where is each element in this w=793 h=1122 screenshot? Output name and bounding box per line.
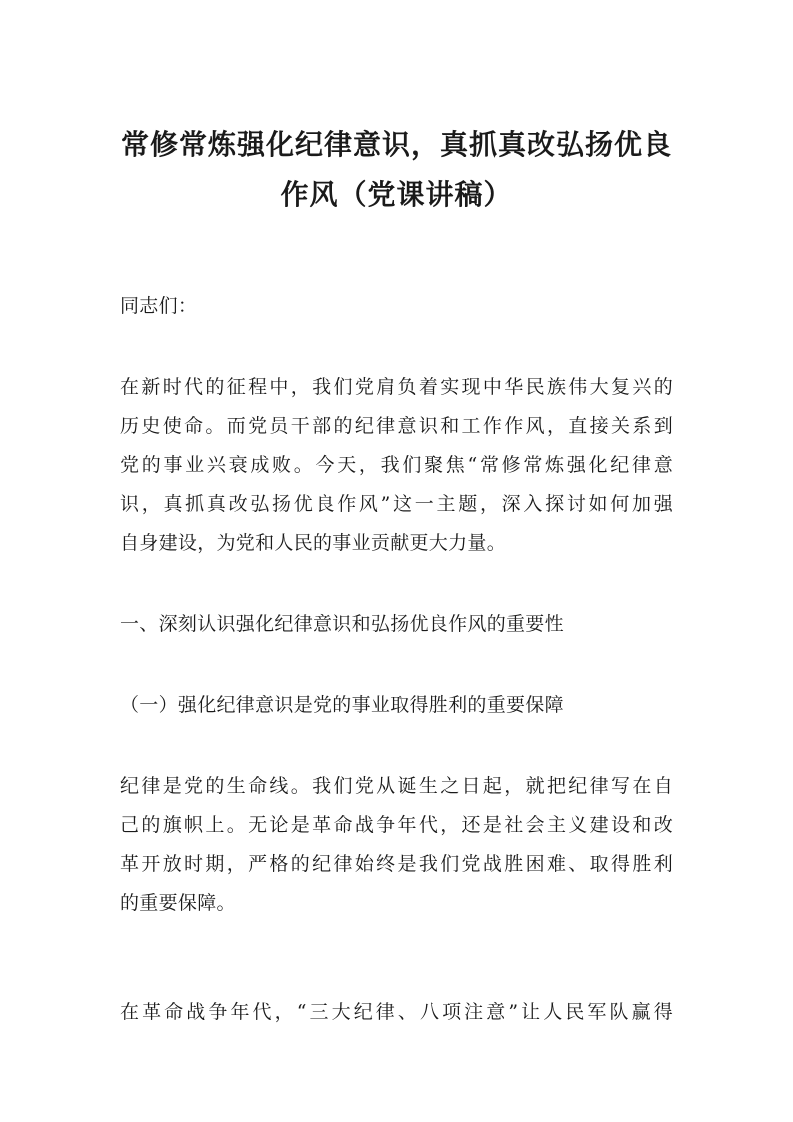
- para1-line-4: 的重要保障。: [120, 892, 236, 914]
- subsection-heading-1: （一）强化纪律意识是党的事业取得胜利的重要保障: [120, 694, 564, 716]
- salutation: 同志们：: [120, 295, 198, 317]
- intro-line-3: 党的事业兴衰成败。今天，我们聚焦“常修常炼强化纪律意: [120, 454, 673, 476]
- intro-line-4: 识，真抓真改弘扬优良作风”这一主题，深入探讨如何加强: [120, 493, 673, 515]
- para2-line-1: 在革命战争年代，“三大纪律、八项注意”让人民军队赢得: [120, 1001, 673, 1023]
- para1-line-3: 革开放时期，严格的纪律始终是我们党战胜困难、取得胜利: [120, 853, 673, 875]
- para1-line-1: 纪律是党的生命线。我们党从诞生之日起，就把纪律写在自: [120, 775, 673, 797]
- intro-line-1: 在新时代的征程中，我们党肩负着实现中华民族伟大复兴的: [120, 376, 673, 398]
- section-heading-1: 一、深刻认识强化纪律意识和弘扬优良作风的重要性: [120, 613, 564, 635]
- title-line-2: 作风（党课讲稿）: [280, 178, 513, 211]
- intro-line-5: 自身建设，为党和人民的事业贡献更大力量。: [120, 532, 507, 554]
- para1-line-2: 己的旗帜上。无论是革命战争年代，还是社会主义建设和改: [120, 814, 673, 836]
- title-line-1: 常修常炼强化纪律意识，真抓真改弘扬优良: [120, 128, 672, 161]
- intro-line-2: 历史使命。而党员干部的纪律意识和工作作风，直接关系到: [120, 415, 673, 437]
